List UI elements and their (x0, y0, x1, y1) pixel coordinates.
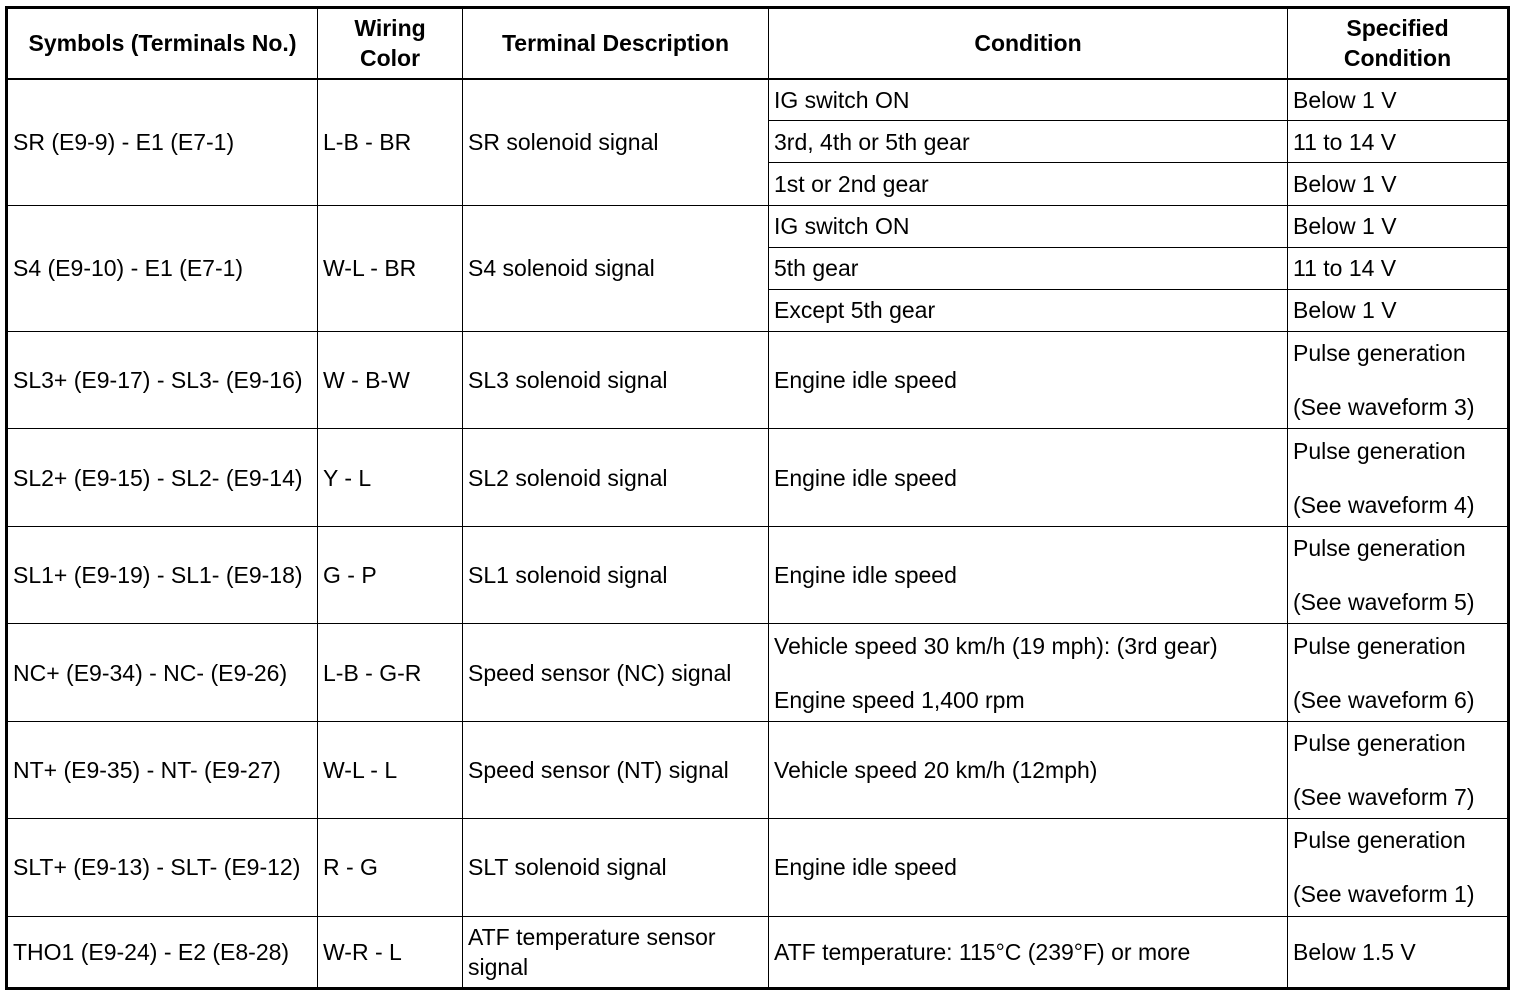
condition-cell: Except 5th gear (769, 289, 1288, 331)
symbol-cell: NT+ (E9-35) - NT- (E9-27) (7, 721, 318, 818)
symbol-cell: THO1 (E9-24) - E2 (E8-28) (7, 916, 318, 988)
wiring-cell: G - P (318, 526, 463, 623)
spec-line: Pulse generation (1293, 340, 1466, 367)
wiring-cell: Y - L (318, 429, 463, 526)
spec-cell: 11 to 14 V (1288, 121, 1509, 163)
terminal-spec-table (5, 6, 1510, 990)
table-row-sl2 (7, 429, 1509, 526)
wiring-cell: L-B - G-R (318, 624, 463, 721)
table-row-tho1 (7, 916, 1509, 988)
description-cell: ATF temperature sensor signal (463, 916, 769, 988)
spec-cell: 11 to 14 V (1288, 247, 1509, 289)
spec-cell (1288, 819, 1509, 916)
spec-line: Pulse generation (1293, 632, 1466, 659)
wiring-cell: R - G (318, 819, 463, 916)
table-row-sl3 (7, 332, 1509, 429)
condition-cell: 5th gear (769, 247, 1288, 289)
spec-line: Pulse generation (1293, 729, 1466, 756)
description-cell: SLT solenoid signal (463, 819, 769, 916)
spec-cell: Below 1 V (1288, 205, 1509, 247)
description-cell: SL3 solenoid signal (463, 332, 769, 429)
spec-cell (1288, 526, 1509, 623)
symbol-cell: SL2+ (E9-15) - SL2- (E9-14) (7, 429, 318, 526)
table-row-slt (7, 819, 1509, 916)
spec-waveform-ref: (See waveform 3) (1293, 394, 1475, 421)
wiring-cell: W-L - L (318, 721, 463, 818)
description-cell: S4 solenoid signal (463, 205, 769, 332)
symbol-cell: NC+ (E9-34) - NC- (E9-26) (7, 624, 318, 721)
description-cell: SL1 solenoid signal (463, 526, 769, 623)
spec-waveform-ref: (See waveform 1) (1293, 881, 1475, 908)
spec-cell (1288, 721, 1509, 818)
spec-waveform-ref: (See waveform 7) (1293, 783, 1475, 810)
header-row (7, 8, 1509, 79)
table-row-sr (7, 79, 1509, 121)
symbol-cell: SLT+ (E9-13) - SLT- (E9-12) (7, 819, 318, 916)
condition-cell: Engine idle speed (769, 526, 1288, 623)
spec-waveform-ref: (See waveform 5) (1293, 589, 1475, 616)
condition-cell: 3rd, 4th or 5th gear (769, 121, 1288, 163)
condition-cell: Vehicle speed 20 km/h (12mph) (769, 721, 1288, 818)
condition-cell: ATF temperature: 115°C (239°F) or more (769, 916, 1288, 988)
spec-cell (1288, 429, 1509, 526)
condition-line: Engine speed 1,400 rpm (774, 686, 1025, 713)
spec-cell (1288, 624, 1509, 721)
condition-cell (769, 624, 1288, 721)
symbol-cell: S4 (E9-10) - E1 (E7-1) (7, 205, 318, 332)
description-cell: Speed sensor (NC) signal (463, 624, 769, 721)
symbol-cell: SL3+ (E9-17) - SL3- (E9-16) (7, 332, 318, 429)
spec-line: Pulse generation (1293, 437, 1466, 464)
description-cell: Speed sensor (NT) signal (463, 721, 769, 818)
table-row-nt (7, 721, 1509, 818)
spec-cell: Below 1 V (1288, 79, 1509, 121)
condition-cell: 1st or 2nd gear (769, 163, 1288, 205)
spec-cell: Below 1 V (1288, 289, 1509, 331)
spec-line: Pulse generation (1293, 535, 1466, 562)
wiring-cell: W-R - L (318, 916, 463, 988)
wiring-cell: W - B-W (318, 332, 463, 429)
condition-cell: IG switch ON (769, 79, 1288, 121)
symbol-cell: SR (E9-9) - E1 (E7-1) (7, 79, 318, 206)
condition-cell: Engine idle speed (769, 332, 1288, 429)
header-terminal-description: Terminal Description (463, 8, 769, 79)
table-row-s4 (7, 205, 1509, 247)
wiring-cell: L-B - BR (318, 79, 463, 206)
symbol-cell: SL1+ (E9-19) - SL1- (E9-18) (7, 526, 318, 623)
header-specified-condition: Specified Condition (1288, 8, 1509, 79)
condition-line: Vehicle speed 30 km/h (19 mph): (3rd gear) (774, 632, 1218, 659)
spec-cell: Below 1.5 V (1288, 916, 1509, 988)
condition-cell: Engine idle speed (769, 819, 1288, 916)
spec-cell (1288, 332, 1509, 429)
spec-cell: Below 1 V (1288, 163, 1509, 205)
table-row-nc (7, 624, 1509, 721)
spec-waveform-ref: (See waveform 6) (1293, 686, 1475, 713)
spec-waveform-ref: (See waveform 4) (1293, 491, 1475, 518)
description-cell: SR solenoid signal (463, 79, 769, 206)
header-wiring-color: Wiring Color (318, 8, 463, 79)
header-condition: Condition (769, 8, 1288, 79)
wiring-cell: W-L - BR (318, 205, 463, 332)
spec-line: Pulse generation (1293, 827, 1466, 854)
header-symbols: Symbols (Terminals No.) (7, 8, 318, 79)
table-row-sl1 (7, 526, 1509, 623)
condition-cell: IG switch ON (769, 205, 1288, 247)
condition-cell: Engine idle speed (769, 429, 1288, 526)
description-cell: SL2 solenoid signal (463, 429, 769, 526)
